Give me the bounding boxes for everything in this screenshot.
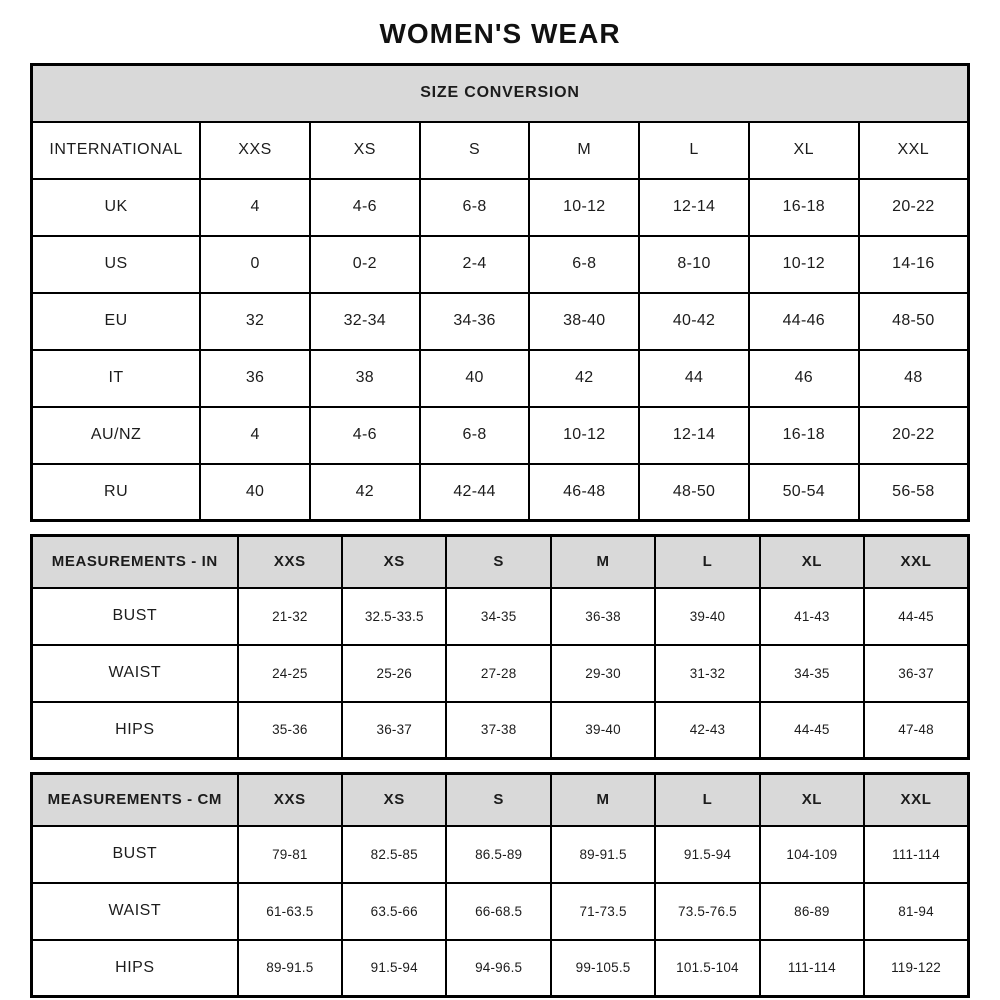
measurements_in-row-waist bbox=[32, 645, 969, 702]
value-cell: 32-34 bbox=[310, 293, 420, 350]
value-cell: 91.5-94 bbox=[342, 940, 446, 997]
page-title: WOMEN'S WEAR bbox=[379, 18, 621, 49]
value-cell: 40 bbox=[200, 464, 310, 521]
value-cell: 94-96.5 bbox=[446, 940, 550, 997]
value-cell: 39-40 bbox=[551, 702, 655, 759]
value-cell: 48-50 bbox=[639, 464, 749, 521]
value-cell: 0 bbox=[200, 236, 310, 293]
value-cell: 24-25 bbox=[238, 645, 342, 702]
value-cell: 35-36 bbox=[238, 702, 342, 759]
value-cell: 29-30 bbox=[551, 645, 655, 702]
value-cell: 6-8 bbox=[529, 236, 639, 293]
measurements_in-col-xxs: XXS bbox=[238, 536, 342, 588]
value-cell: 34-35 bbox=[446, 588, 550, 645]
row-label: IT bbox=[32, 350, 201, 407]
size_conversion-col-l: L bbox=[639, 122, 749, 179]
measurements_in-col-xl: XL bbox=[760, 536, 864, 588]
value-cell: 37-38 bbox=[446, 702, 550, 759]
value-cell: 38 bbox=[310, 350, 420, 407]
value-cell: 0-2 bbox=[310, 236, 420, 293]
measurements_cm-columns-row bbox=[32, 774, 969, 826]
size-conversion-banner-row bbox=[32, 65, 969, 122]
value-cell: 20-22 bbox=[859, 407, 969, 464]
value-cell: 16-18 bbox=[749, 179, 859, 236]
value-cell: 61-63.5 bbox=[238, 883, 342, 940]
row-label: WAIST bbox=[32, 645, 238, 702]
value-cell: 50-54 bbox=[749, 464, 859, 521]
measurements_in-col-l: L bbox=[655, 536, 759, 588]
value-cell: 34-35 bbox=[760, 645, 864, 702]
value-cell: 63.5-66 bbox=[342, 883, 446, 940]
value-cell: 36-37 bbox=[342, 702, 446, 759]
value-cell: 44 bbox=[639, 350, 749, 407]
value-cell: 66-68.5 bbox=[446, 883, 550, 940]
row-label: HIPS bbox=[32, 940, 238, 997]
size_conversion-row-ru bbox=[32, 464, 969, 521]
value-cell: 20-22 bbox=[859, 179, 969, 236]
size_conversion-row-au-nz bbox=[32, 407, 969, 464]
value-cell: 39-40 bbox=[655, 588, 759, 645]
value-cell: 36-38 bbox=[551, 588, 655, 645]
size_conversion-col-xxs: XXS bbox=[200, 122, 310, 179]
value-cell: 42-43 bbox=[655, 702, 759, 759]
value-cell: 73.5-76.5 bbox=[655, 883, 759, 940]
value-cell: 111-114 bbox=[864, 826, 968, 883]
value-cell: 44-46 bbox=[749, 293, 859, 350]
value-cell: 89-91.5 bbox=[551, 826, 655, 883]
value-cell: 40 bbox=[420, 350, 530, 407]
row-label: UK bbox=[32, 179, 201, 236]
measurements_in-columns-row bbox=[32, 536, 969, 588]
value-cell: 16-18 bbox=[749, 407, 859, 464]
measurements_in-col-xs: XS bbox=[342, 536, 446, 588]
measurements-cm-table bbox=[30, 772, 970, 998]
value-cell: 86.5-89 bbox=[446, 826, 550, 883]
value-cell: 99-105.5 bbox=[551, 940, 655, 997]
size_conversion-col-xl: XL bbox=[749, 122, 859, 179]
value-cell: 42-44 bbox=[420, 464, 530, 521]
row-label: WAIST bbox=[32, 883, 238, 940]
value-cell: 89-91.5 bbox=[238, 940, 342, 997]
size_conversion-row-eu bbox=[32, 293, 969, 350]
row-label: BUST bbox=[32, 826, 238, 883]
size_conversion-row-it bbox=[32, 350, 969, 407]
value-cell: 32 bbox=[200, 293, 310, 350]
value-cell: 44-45 bbox=[864, 588, 968, 645]
measurements_in-col-xxl: XXL bbox=[864, 536, 968, 588]
value-cell: 42 bbox=[529, 350, 639, 407]
value-cell: 47-48 bbox=[864, 702, 968, 759]
value-cell: 101.5-104 bbox=[655, 940, 759, 997]
value-cell: 71-73.5 bbox=[551, 883, 655, 940]
value-cell: 34-36 bbox=[420, 293, 530, 350]
measurements_in-col-m: M bbox=[551, 536, 655, 588]
size_conversion-col-m: M bbox=[529, 122, 639, 179]
value-cell: 31-32 bbox=[655, 645, 759, 702]
measurements_cm-row-hips bbox=[32, 940, 969, 997]
row-label: EU bbox=[32, 293, 201, 350]
measurements_cm-col-xxs: XXS bbox=[238, 774, 342, 826]
value-cell: 79-81 bbox=[238, 826, 342, 883]
value-cell: 42 bbox=[310, 464, 420, 521]
row-label: RU bbox=[32, 464, 201, 521]
value-cell: 25-26 bbox=[342, 645, 446, 702]
value-cell: 14-16 bbox=[859, 236, 969, 293]
value-cell: 4-6 bbox=[310, 179, 420, 236]
value-cell: 119-122 bbox=[864, 940, 968, 997]
size_conversion-row-us bbox=[32, 236, 969, 293]
value-cell: 111-114 bbox=[760, 940, 864, 997]
value-cell: 12-14 bbox=[639, 179, 749, 236]
measurements_cm-col-m: M bbox=[551, 774, 655, 826]
value-cell: 86-89 bbox=[760, 883, 864, 940]
value-cell: 38-40 bbox=[529, 293, 639, 350]
value-cell: 91.5-94 bbox=[655, 826, 759, 883]
measurements_cm-col-xl: XL bbox=[760, 774, 864, 826]
value-cell: 104-109 bbox=[760, 826, 864, 883]
measurements_cm-col-s: S bbox=[446, 774, 550, 826]
measurements_cm-row-waist bbox=[32, 883, 969, 940]
value-cell: 10-12 bbox=[749, 236, 859, 293]
value-cell: 8-10 bbox=[639, 236, 749, 293]
value-cell: 2-4 bbox=[420, 236, 530, 293]
measurements_cm-row-bust bbox=[32, 826, 969, 883]
measurements_cm-title-cell: MEASUREMENTS - CM bbox=[32, 774, 238, 826]
value-cell: 82.5-85 bbox=[342, 826, 446, 883]
row-label: HIPS bbox=[32, 702, 238, 759]
value-cell: 4-6 bbox=[310, 407, 420, 464]
row-label: US bbox=[32, 236, 201, 293]
size-conversion-banner: SIZE CONVERSION bbox=[32, 65, 969, 122]
value-cell: 27-28 bbox=[446, 645, 550, 702]
value-cell: 10-12 bbox=[529, 179, 639, 236]
measurements_cm-col-xxl: XXL bbox=[864, 774, 968, 826]
size_conversion-col-xxl: XXL bbox=[859, 122, 969, 179]
value-cell: 4 bbox=[200, 407, 310, 464]
value-cell: 46 bbox=[749, 350, 859, 407]
value-cell: 10-12 bbox=[529, 407, 639, 464]
value-cell: 48-50 bbox=[859, 293, 969, 350]
size_conversion-columns-row bbox=[32, 122, 969, 179]
value-cell: 36 bbox=[200, 350, 310, 407]
measurements_in-title-cell: MEASUREMENTS - IN bbox=[32, 536, 238, 588]
value-cell: 48 bbox=[859, 350, 969, 407]
value-cell: 36-37 bbox=[864, 645, 968, 702]
size_conversion-title-cell: INTERNATIONAL bbox=[32, 122, 201, 179]
measurements_in-col-s: S bbox=[446, 536, 550, 588]
measurements_cm-col-l: L bbox=[655, 774, 759, 826]
value-cell: 41-43 bbox=[760, 588, 864, 645]
value-cell: 21-32 bbox=[238, 588, 342, 645]
value-cell: 6-8 bbox=[420, 179, 530, 236]
size_conversion-row-uk bbox=[32, 179, 969, 236]
value-cell: 40-42 bbox=[639, 293, 749, 350]
size-conversion-table bbox=[30, 63, 970, 522]
measurements_in-row-bust bbox=[32, 588, 969, 645]
value-cell: 12-14 bbox=[639, 407, 749, 464]
value-cell: 56-58 bbox=[859, 464, 969, 521]
measurements_in-row-hips bbox=[32, 702, 969, 759]
row-label: BUST bbox=[32, 588, 238, 645]
measurements_cm-col-xs: XS bbox=[342, 774, 446, 826]
size_conversion-col-s: S bbox=[420, 122, 530, 179]
value-cell: 81-94 bbox=[864, 883, 968, 940]
value-cell: 46-48 bbox=[529, 464, 639, 521]
row-label: AU/NZ bbox=[32, 407, 201, 464]
measurements-in-table bbox=[30, 534, 970, 760]
value-cell: 6-8 bbox=[420, 407, 530, 464]
value-cell: 4 bbox=[200, 179, 310, 236]
size_conversion-col-xs: XS bbox=[310, 122, 420, 179]
value-cell: 44-45 bbox=[760, 702, 864, 759]
value-cell: 32.5-33.5 bbox=[342, 588, 446, 645]
